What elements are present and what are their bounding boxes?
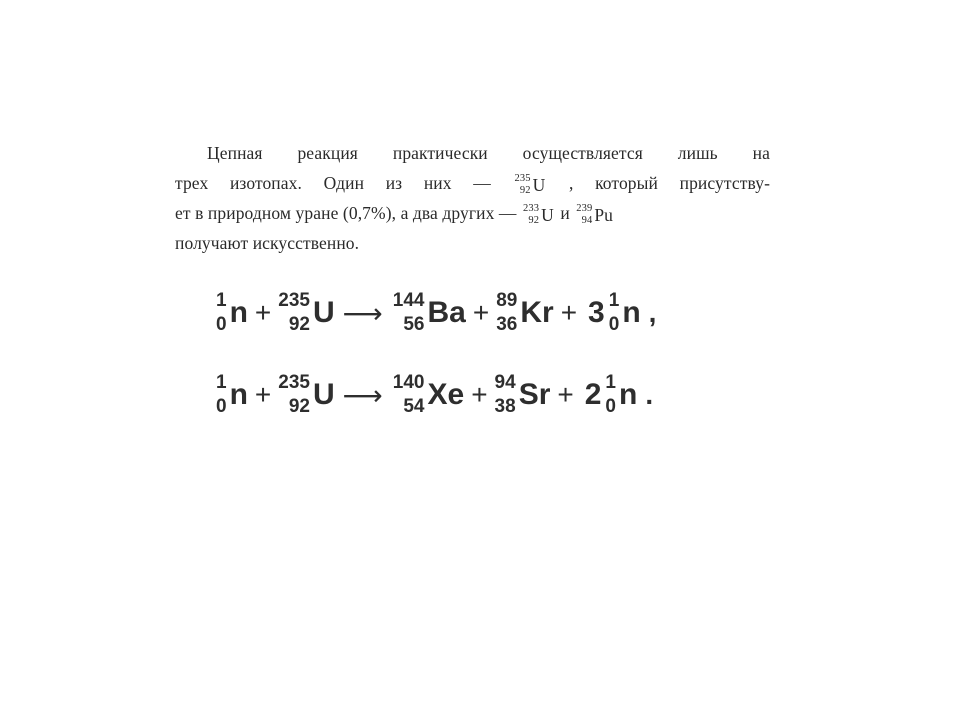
mass-number: 235 [278,372,310,393]
element-symbol: U [541,204,554,225]
paragraph-line-1: Цепная реакция практически осуществляется лишь на [207,143,770,163]
nuclide-sr-94 [495,371,551,419]
mass-number: 140 [392,372,425,393]
nuclide-n-1 [216,371,248,419]
nuclide-kr-89 [496,289,553,337]
nuclide-u233-inline [523,200,554,230]
element-symbol: Xe [427,378,465,411]
element-symbol: n [229,378,248,411]
element-symbol: Sr [518,378,551,411]
mass-number: 239 [576,202,593,214]
element-symbol: n [229,296,248,329]
plus-sign: + [472,297,490,328]
element-symbol: Ba [427,296,466,329]
fission-equation-2 [214,364,656,426]
plus-sign: + [254,297,272,328]
nuclide-n-1 [216,289,248,337]
line-3-start-text: ет в природном уране (0,7%), а два других — [175,203,517,223]
mass-number: 1 [608,290,620,311]
mass-number: 1 [605,372,616,393]
atomic-number: 0 [216,396,227,417]
atomic-number: 56 [403,314,425,335]
element-symbol: U [312,296,335,329]
atomic-number: 92 [288,314,310,335]
paragraph-line-4: получают искусственно. [175,233,360,253]
paragraph-line-3 [175,198,770,228]
nuclide-u235-inline [515,170,546,200]
plus-sign: + [471,379,488,410]
mass-number: 89 [496,290,518,311]
nuclide-xe-140 [393,371,464,419]
atomic-number: 0 [216,314,227,335]
atomic-number: 36 [496,314,518,335]
nuclide-pu239-inline [576,200,613,230]
element-symbol: n [622,296,641,329]
atomic-number: 0 [605,396,616,417]
reaction-arrow: ⟶ [342,379,383,411]
fission-equation-1 [214,282,656,344]
mass-number: 233 [523,202,540,214]
coefficient: 3 [588,296,605,329]
element-symbol: Pu [594,204,614,225]
nuclide-u-235 [278,371,334,419]
mass-number: 1 [216,372,227,393]
mass-number: 94 [494,372,516,393]
mass-number: 144 [392,290,425,311]
atomic-number: 38 [494,396,516,417]
element-symbol: U [532,174,546,195]
mass-number: 235 [278,290,310,311]
reaction-arrow: ⟶ [342,297,383,329]
nuclide-u-235 [278,289,334,337]
coefficient: 2 [584,378,602,411]
line-2-start-text: трех изотопах. Один из них — [175,173,491,193]
body-paragraph [175,138,770,258]
conjunction-text: и [560,203,570,223]
element-symbol: Kr [520,296,554,329]
reaction-equations [214,282,656,446]
plus-sign: + [560,297,578,328]
atomic-number: 54 [403,396,425,417]
line-2-end-text: , который присутству- [568,173,770,193]
end-punctuation: . [645,379,654,410]
nuclide-n-1 [605,371,637,419]
atomic-number: 0 [608,314,620,335]
mass-number: 1 [216,290,227,311]
paragraph-line-2 [175,168,770,198]
plus-sign: + [254,379,272,410]
element-symbol: n [619,378,638,411]
end-punctuation: , [648,297,657,328]
atomic-number: 92 [528,214,540,226]
mass-number: 235 [514,172,531,184]
nuclide-n-1 [609,289,641,337]
element-symbol: U [312,378,335,411]
atomic-number: 92 [519,184,531,196]
plus-sign: + [557,379,574,410]
atomic-number: 94 [581,214,593,226]
atomic-number: 92 [288,396,310,417]
nuclide-ba-144 [393,289,466,337]
